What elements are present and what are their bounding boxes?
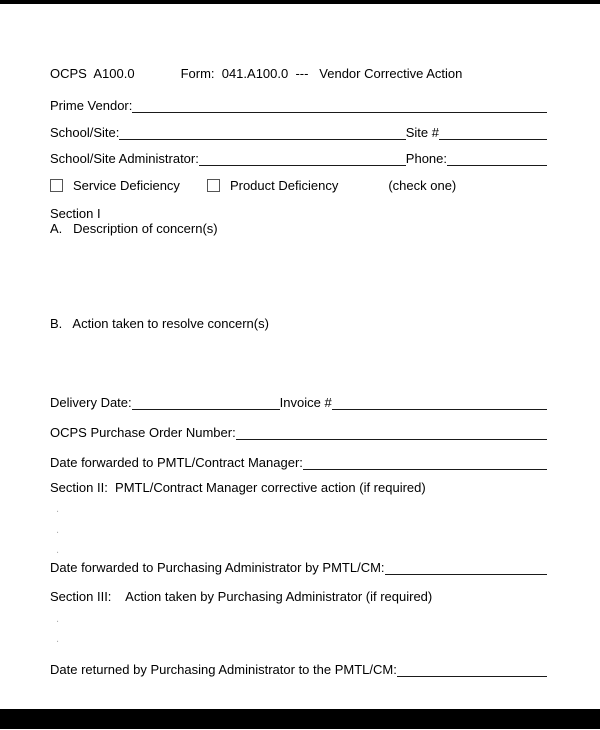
- site-number-fill-line: [439, 137, 547, 140]
- delivery-date-fill-line: [132, 407, 280, 410]
- delivery-date-label: Delivery Date:: [50, 395, 132, 410]
- bottom-border-bar: [0, 709, 600, 729]
- po-number-fill-line: [236, 437, 547, 440]
- date-returned-fill-line: [397, 674, 547, 677]
- phone-label: Phone:: [405, 151, 447, 166]
- po-number-row: [50, 424, 547, 440]
- top-border-bar: [0, 0, 600, 4]
- administrator-fill-line: [199, 163, 406, 166]
- invoice-number-fill-line: [332, 407, 547, 410]
- school-site-label: School/Site:: [50, 125, 120, 140]
- date-forwarded-purchasing-fill-line: [385, 572, 547, 575]
- doc-code: OCPS A100.0: [50, 66, 135, 81]
- section1-item-b: B. Action taken to resolve concern(s): [50, 316, 269, 331]
- date-returned-label: Date returned by Purchasing Administrator to the PMTL/CM:: [50, 662, 397, 677]
- date-forwarded-purchasing-row: [50, 559, 547, 575]
- date-forwarded-purchasing-label: Date forwarded to Purchasing Administrator by PMTL/CM:: [50, 560, 385, 575]
- faint-dot: .: [56, 544, 60, 556]
- delivery-invoice-row: [50, 394, 547, 410]
- section1-item-a: A. Description of concern(s): [50, 221, 218, 236]
- date-forwarded-pmtl-label: Date forwarded to PMTL/Contract Manager:: [50, 455, 303, 470]
- product-deficiency-checkbox[interactable]: [207, 179, 220, 192]
- date-forwarded-pmtl-row: [50, 454, 547, 470]
- service-deficiency-label: Service Deficiency: [73, 178, 180, 193]
- form-header: [50, 66, 547, 81]
- site-number-label: Site #: [405, 125, 439, 140]
- product-deficiency-label: Product Deficiency: [229, 178, 339, 193]
- date-returned-row: [50, 661, 547, 677]
- school-site-fill-line: [119, 137, 405, 140]
- faint-dot: .: [56, 613, 60, 625]
- section3-title: Section III: Action taken by Purchasing Administrator (if required): [50, 589, 433, 604]
- phone-fill-line: [447, 163, 547, 166]
- prime-vendor-fill-line: [132, 110, 547, 113]
- school-site-administrator-label: School/Site Administrator:: [50, 151, 199, 166]
- deficiency-checkbox-row: [50, 177, 547, 194]
- section2-title: Section II: PMTL/Contract Manager corrective action (if required): [50, 480, 426, 495]
- school-site-row: [50, 124, 547, 140]
- date-forwarded-pmtl-fill-line: [303, 467, 547, 470]
- invoice-number-label: Invoice #: [279, 395, 332, 410]
- faint-dot: .: [56, 633, 60, 645]
- po-number-label: OCPS Purchase Order Number:: [50, 425, 236, 440]
- service-deficiency-checkbox[interactable]: [50, 179, 63, 192]
- form-title: Form: 041.A100.0 --- Vendor Corrective Action: [180, 66, 463, 81]
- faint-dot: .: [56, 524, 60, 536]
- prime-vendor-label: Prime Vendor:: [50, 98, 133, 113]
- prime-vendor-row: [50, 97, 547, 113]
- administrator-row: [50, 150, 547, 166]
- faint-dot: .: [56, 503, 60, 515]
- check-one-note: (check one): [388, 178, 457, 193]
- section1-title: Section I: [50, 206, 101, 221]
